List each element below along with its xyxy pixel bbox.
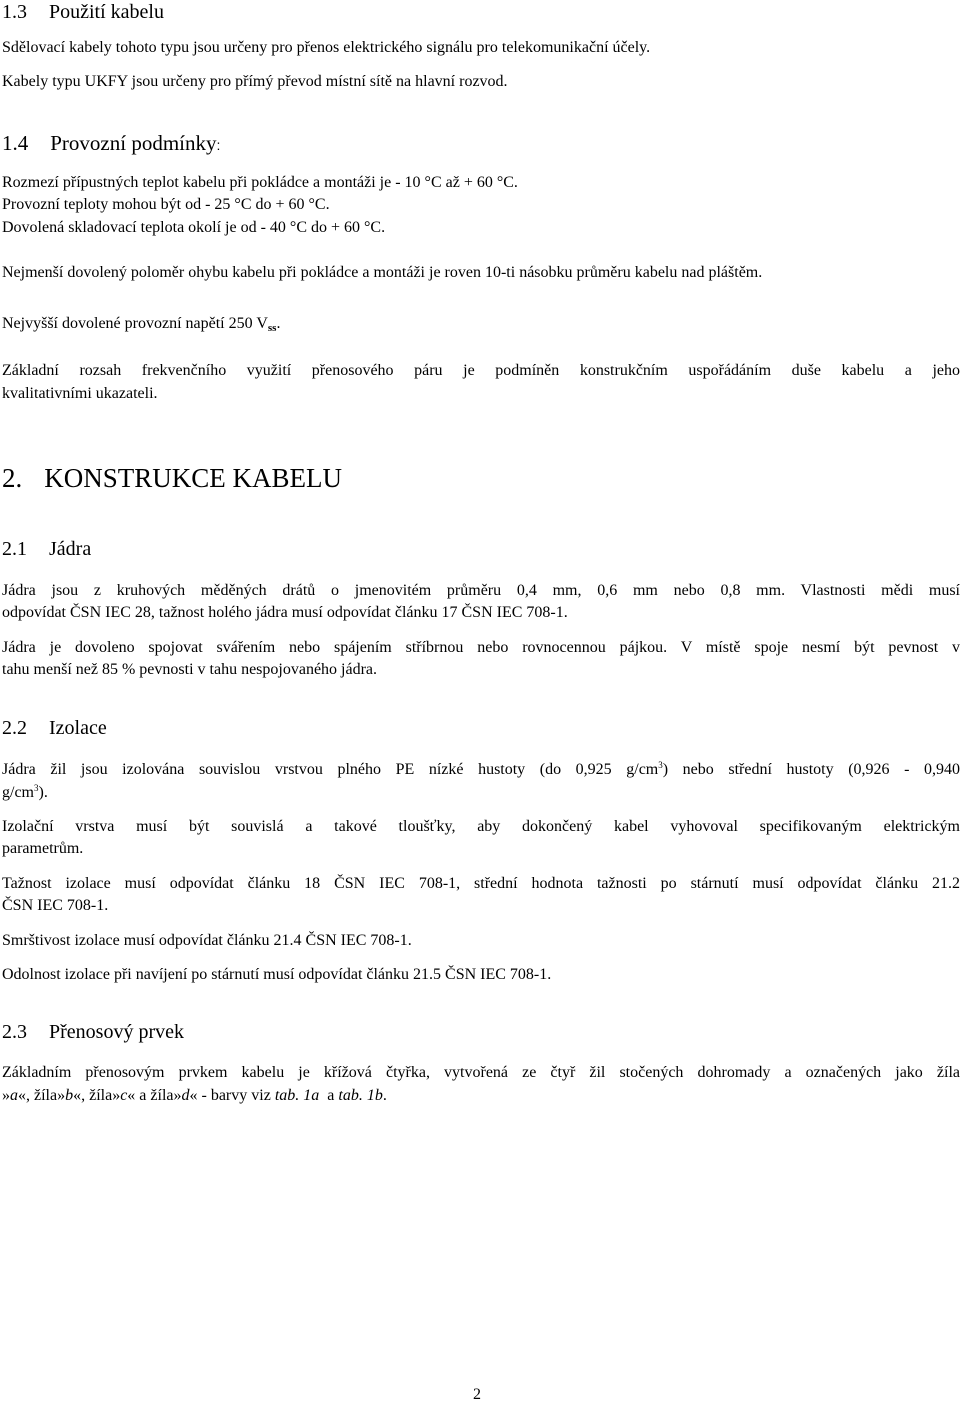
voltage-text: Nejvyšší dovolené provozní napětí 250 V	[2, 315, 268, 332]
voltage-end: .	[276, 315, 281, 332]
text: a	[319, 1087, 339, 1104]
paragraph-line: tahu menší než 85 % pevnosti v tahu nespojovaného jádra.	[2, 661, 378, 678]
paragraph-line: Izolační vrstva musí být souvislá a takové tloušťky, aby dokončený kabel vyhovoval specifikovaným elektrickým	[2, 818, 960, 835]
paragraph-line	[2, 782, 48, 804]
paragraph-line: Tažnost izolace musí odpovídat článku 18 ČSN IEC 708-1, střední hodnota tažnosti po stárnutí musí odpovídat článku 21.2	[2, 875, 960, 892]
heading-number: 2.2	[2, 717, 27, 739]
text: »	[2, 1087, 10, 1104]
paragraph: Kabely typu UKFY jsou určeny pro přímý převod místní sítě na hlavní rozvod.	[2, 73, 508, 90]
text: «, žíla»	[73, 1087, 121, 1104]
text: ) nebo střední hustoty (0,926 - 0,940	[662, 761, 960, 778]
paragraph-line: ČSN IEC 708-1.	[2, 897, 109, 914]
heading-title: Provozní podmínky	[50, 131, 217, 155]
heading-title: Jádra	[49, 538, 92, 560]
heading-number: 2.3	[2, 1021, 27, 1043]
wire-label-a: a	[10, 1087, 18, 1104]
heading-suffix: :	[216, 137, 221, 153]
text: ).	[38, 784, 48, 801]
wire-label-d: d	[181, 1087, 190, 1104]
paragraph-line: parametrům.	[2, 840, 84, 857]
heading-title: Přenosový prvek	[49, 1021, 184, 1043]
heading-number: 1.3	[2, 1, 27, 23]
heading-title: Použití kabelu	[49, 1, 164, 23]
heading-number: 2.1	[2, 538, 27, 560]
paragraph-line: Základní rozsah frekvenčního využití přenosového páru je podmíněn konstrukčním uspořádáním duše kabelu a jeho	[2, 362, 960, 379]
paragraph-line: odpovídat ČSN IEC 28, tažnost holého jádra musí odpovídat článku 17 ČSN IEC 708-1.	[2, 604, 568, 621]
paragraph: Nejmenší dovolený poloměr ohybu kabelu při pokládce a montáži je roven 10-ti násobku průměru kabelu nad pláštěm.	[2, 264, 763, 281]
paragraph: Smrštivost izolace musí odpovídat článku 21.4 ČSN IEC 708-1.	[2, 932, 412, 949]
text: g/cm	[2, 784, 34, 801]
chapter-2-heading	[2, 463, 342, 494]
paragraph: Odolnost izolace při navíjení po stárnutí musí odpovídat článku 21.5 ČSN IEC 708-1.	[2, 966, 552, 983]
temperature-line: Rozmezí přípustných teplot kabelu při pokládce a montáži je - 10 °C až + 60 °C.	[2, 174, 518, 191]
wire-label-b: b	[65, 1087, 74, 1104]
temperature-line: Provozní teploty mohou být od - 25 °C do + 60 °C.	[2, 196, 330, 213]
section-2-2-heading	[2, 717, 107, 740]
paragraph-line	[2, 1085, 387, 1107]
superscript: 3	[658, 760, 663, 770]
voltage-paragraph	[2, 313, 280, 339]
paragraph-line: Jádra je dovoleno spojovat svářením nebo spájením stříbrnou nebo rovnocennou pájkou. V místě spoje nesmí být pevnost v	[2, 639, 960, 656]
table-ref-1b: tab. 1b	[338, 1087, 383, 1104]
paragraph-line: Jádra jsou z kruhových měděných drátů o jmenovitém průměru 0,4 mm, 0,6 mm nebo 0,8 mm. Vlastnosti mědi musí	[2, 582, 960, 599]
heading-title: Izolace	[49, 717, 107, 739]
section-2-1-heading	[2, 538, 91, 561]
superscript: 3	[34, 783, 39, 793]
page-number: 2	[473, 1386, 481, 1403]
table-ref-1a: tab. 1a	[274, 1087, 320, 1104]
voltage-subscript: ss	[267, 322, 277, 334]
heading-number: 1.4	[2, 131, 29, 155]
heading-title: KONSTRUKCE KABELU	[44, 463, 343, 493]
section-2-3-heading	[2, 1021, 184, 1044]
text: « - barvy viz	[189, 1087, 275, 1104]
section-1-4-heading	[2, 131, 220, 156]
wire-label-c: c	[120, 1087, 128, 1104]
paragraph-line: kvalitativními ukazateli.	[2, 385, 158, 402]
text: Jádra žil jsou izolována souvislou vrstvou plného PE nízké hustoty (do 0,925 g/cm	[2, 761, 659, 778]
paragraph-line	[2, 759, 960, 781]
text: .	[382, 1087, 387, 1104]
temperature-line: Dovolená skladovací teplota okolí je od - 40 °C do + 60 °C.	[2, 219, 386, 236]
text: «, žíla»	[18, 1087, 66, 1104]
paragraph-line: Základním přenosovým prvkem kabelu je křížová čtyřka, vytvořená ze čtyř žil stočených dohromady a označených jako žíla	[2, 1064, 960, 1081]
heading-number: 2.	[2, 463, 23, 493]
paragraph: Sdělovací kabely tohoto typu jsou určeny pro přenos elektrického signálu pro telekomunikační účely.	[2, 39, 651, 56]
text: « a žíla»	[127, 1087, 182, 1104]
section-1-3-heading	[2, 1, 164, 24]
